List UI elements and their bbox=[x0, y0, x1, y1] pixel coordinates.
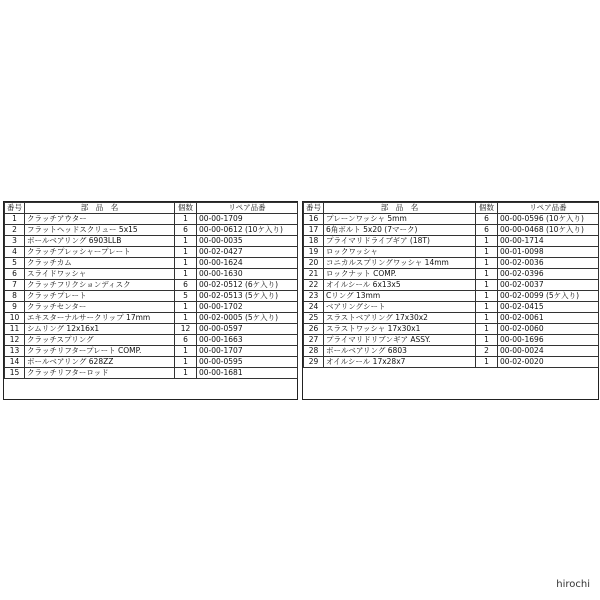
repair-part-number: 00-00-0612 (10ケ入り) bbox=[197, 225, 298, 236]
table-row bbox=[304, 313, 599, 324]
part-name: コニカルスプリングワッシャ 14mm bbox=[324, 258, 476, 269]
row-number: 3 bbox=[5, 236, 25, 247]
part-name: 6角ボルト 5x20 (7マーク) bbox=[324, 225, 476, 236]
row-number: 28 bbox=[304, 346, 324, 357]
table-row bbox=[5, 324, 298, 335]
row-number: 20 bbox=[304, 258, 324, 269]
part-name: ロックナット COMP. bbox=[324, 269, 476, 280]
left-table-body bbox=[5, 214, 298, 379]
header-repair-part-number: リペア品番 bbox=[197, 203, 298, 214]
row-number: 10 bbox=[5, 313, 25, 324]
part-name: フラットヘッドスクリュー 5x15 bbox=[25, 225, 175, 236]
quantity: 1 bbox=[476, 335, 498, 346]
table-row bbox=[5, 258, 298, 269]
table-row bbox=[304, 258, 599, 269]
part-name: スラストベアリング 17x30x2 bbox=[324, 313, 476, 324]
header-quantity: 個数 bbox=[175, 203, 197, 214]
table-row bbox=[5, 236, 298, 247]
repair-part-number: 00-02-0005 (5ケ入り) bbox=[197, 313, 298, 324]
row-number: 26 bbox=[304, 324, 324, 335]
part-name: プライマリドライブギア (18T) bbox=[324, 236, 476, 247]
table-row bbox=[5, 346, 298, 357]
quantity: 6 bbox=[175, 225, 197, 236]
row-number: 2 bbox=[5, 225, 25, 236]
repair-part-number: 00-00-1663 bbox=[197, 335, 298, 346]
quantity: 1 bbox=[175, 368, 197, 379]
row-number: 4 bbox=[5, 247, 25, 258]
table-row bbox=[304, 269, 599, 280]
row-number: 15 bbox=[5, 368, 25, 379]
header-quantity: 個数 bbox=[476, 203, 498, 214]
row-number: 23 bbox=[304, 291, 324, 302]
part-name: クラッチプレッシャープレート bbox=[25, 247, 175, 258]
table-row bbox=[304, 236, 599, 247]
quantity: 1 bbox=[476, 236, 498, 247]
row-number: 11 bbox=[5, 324, 25, 335]
part-name: ボールベアリング 6803 bbox=[324, 346, 476, 357]
row-number: 14 bbox=[5, 357, 25, 368]
part-name: クラッチプレート bbox=[25, 291, 175, 302]
quantity: 1 bbox=[175, 313, 197, 324]
quantity: 1 bbox=[175, 269, 197, 280]
part-name: オイルシール 6x13x5 bbox=[324, 280, 476, 291]
quantity: 1 bbox=[175, 247, 197, 258]
table-row bbox=[5, 313, 298, 324]
repair-part-number: 00-02-0512 (6ケ入り) bbox=[197, 280, 298, 291]
repair-part-number: 00-02-0099 (5ケ入り) bbox=[498, 291, 599, 302]
header-no: 番号 bbox=[5, 203, 25, 214]
part-name: クラッチスプリング bbox=[25, 335, 175, 346]
table-row bbox=[5, 225, 298, 236]
part-name: オイルシール 17x28x7 bbox=[324, 357, 476, 368]
part-name: クラッチリフターロッド bbox=[25, 368, 175, 379]
row-number: 8 bbox=[5, 291, 25, 302]
quantity: 6 bbox=[476, 214, 498, 225]
table-row bbox=[304, 346, 599, 357]
row-number: 6 bbox=[5, 269, 25, 280]
part-name: ボールベアリング 628ZZ bbox=[25, 357, 175, 368]
row-number: 7 bbox=[5, 280, 25, 291]
table-row bbox=[304, 247, 599, 258]
right-table-header-row bbox=[304, 203, 599, 214]
quantity: 1 bbox=[476, 324, 498, 335]
repair-part-number: 00-00-0035 bbox=[197, 236, 298, 247]
quantity: 1 bbox=[476, 247, 498, 258]
table-row bbox=[5, 335, 298, 346]
quantity: 5 bbox=[175, 291, 197, 302]
row-number: 16 bbox=[304, 214, 324, 225]
table-row bbox=[5, 214, 298, 225]
quantity: 6 bbox=[175, 335, 197, 346]
right-table-body bbox=[304, 214, 599, 368]
part-name: プライマリドリブンギア ASSY. bbox=[324, 335, 476, 346]
left-parts-table-frame bbox=[3, 201, 298, 400]
repair-part-number: 00-00-1696 bbox=[498, 335, 599, 346]
row-number: 18 bbox=[304, 236, 324, 247]
repair-part-number: 00-00-1714 bbox=[498, 236, 599, 247]
row-number: 13 bbox=[5, 346, 25, 357]
quantity: 1 bbox=[476, 280, 498, 291]
header-repair-part-number: リペア品番 bbox=[498, 203, 599, 214]
watermark-text: hirochi bbox=[556, 579, 590, 590]
part-name: スライドワッシャ bbox=[25, 269, 175, 280]
table-row bbox=[304, 302, 599, 313]
repair-part-number: 00-00-0596 (10ケ入り) bbox=[498, 214, 599, 225]
row-number: 5 bbox=[5, 258, 25, 269]
table-row bbox=[5, 302, 298, 313]
part-name: クラッチセンター bbox=[25, 302, 175, 313]
table-row bbox=[304, 291, 599, 302]
row-number: 17 bbox=[304, 225, 324, 236]
row-number: 1 bbox=[5, 214, 25, 225]
repair-part-number: 00-00-1681 bbox=[197, 368, 298, 379]
table-row bbox=[5, 357, 298, 368]
row-number: 24 bbox=[304, 302, 324, 313]
quantity: 1 bbox=[175, 357, 197, 368]
repair-part-number: 00-00-1630 bbox=[197, 269, 298, 280]
table-row bbox=[5, 368, 298, 379]
table-row bbox=[5, 269, 298, 280]
part-name: シムリング 12x16x1 bbox=[25, 324, 175, 335]
row-number: 25 bbox=[304, 313, 324, 324]
part-name: ロックワッシャ bbox=[324, 247, 476, 258]
repair-part-number: 00-02-0396 bbox=[498, 269, 599, 280]
repair-part-number: 00-00-0595 bbox=[197, 357, 298, 368]
row-number: 29 bbox=[304, 357, 324, 368]
table-row bbox=[5, 291, 298, 302]
quantity: 1 bbox=[476, 313, 498, 324]
repair-part-number: 00-02-0060 bbox=[498, 324, 599, 335]
quantity: 6 bbox=[476, 225, 498, 236]
row-number: 21 bbox=[304, 269, 324, 280]
row-number: 22 bbox=[304, 280, 324, 291]
table-row bbox=[304, 357, 599, 368]
part-name: Cリング 13mm bbox=[324, 291, 476, 302]
part-name: クラッチリフタープレート COMP. bbox=[25, 346, 175, 357]
row-number: 19 bbox=[304, 247, 324, 258]
quantity: 1 bbox=[175, 302, 197, 313]
repair-part-number: 00-02-0427 bbox=[197, 247, 298, 258]
left-parts-table bbox=[4, 202, 298, 379]
quantity: 1 bbox=[476, 269, 498, 280]
part-name: クラッチアウター bbox=[25, 214, 175, 225]
repair-part-number: 00-00-0468 (10ケ入り) bbox=[498, 225, 599, 236]
table-row bbox=[304, 324, 599, 335]
row-number: 9 bbox=[5, 302, 25, 313]
part-name: ベアリングシート bbox=[324, 302, 476, 313]
header-part-name: 部 品 名 bbox=[324, 203, 476, 214]
repair-part-number: 00-00-0597 bbox=[197, 324, 298, 335]
left-table-header-row bbox=[5, 203, 298, 214]
table-row bbox=[304, 335, 599, 346]
quantity: 1 bbox=[476, 258, 498, 269]
repair-part-number: 00-01-0098 bbox=[498, 247, 599, 258]
right-parts-table bbox=[303, 202, 599, 368]
part-name: ボールベアリング 6903LLB bbox=[25, 236, 175, 247]
quantity: 1 bbox=[175, 258, 197, 269]
part-name: プレーンワッシャ 5mm bbox=[324, 214, 476, 225]
part-name: エキスターナルサークリップ 17mm bbox=[25, 313, 175, 324]
table-row bbox=[5, 247, 298, 258]
row-number: 12 bbox=[5, 335, 25, 346]
repair-part-number: 00-00-1624 bbox=[197, 258, 298, 269]
row-number: 27 bbox=[304, 335, 324, 346]
quantity: 1 bbox=[476, 357, 498, 368]
repair-part-number: 00-02-0036 bbox=[498, 258, 599, 269]
quantity: 2 bbox=[476, 346, 498, 357]
repair-part-number: 00-00-0024 bbox=[498, 346, 599, 357]
quantity: 1 bbox=[476, 291, 498, 302]
table-row bbox=[304, 225, 599, 236]
header-no: 番号 bbox=[304, 203, 324, 214]
quantity: 1 bbox=[175, 346, 197, 357]
repair-part-number: 00-02-0020 bbox=[498, 357, 599, 368]
quantity: 1 bbox=[476, 302, 498, 313]
part-name: クラッチフリクションディスク bbox=[25, 280, 175, 291]
repair-part-number: 00-00-1707 bbox=[197, 346, 298, 357]
part-name: スラストワッシャ 17x30x1 bbox=[324, 324, 476, 335]
repair-part-number: 00-00-1702 bbox=[197, 302, 298, 313]
quantity: 1 bbox=[175, 214, 197, 225]
repair-part-number: 00-02-0415 bbox=[498, 302, 599, 313]
repair-part-number: 00-02-0037 bbox=[498, 280, 599, 291]
table-row bbox=[5, 280, 298, 291]
right-parts-table-frame bbox=[302, 201, 599, 400]
repair-part-number: 00-02-0061 bbox=[498, 313, 599, 324]
quantity: 1 bbox=[175, 236, 197, 247]
quantity: 6 bbox=[175, 280, 197, 291]
quantity: 12 bbox=[175, 324, 197, 335]
repair-part-number: 00-02-0513 (5ケ入り) bbox=[197, 291, 298, 302]
repair-part-number: 00-00-1709 bbox=[197, 214, 298, 225]
header-part-name: 部 品 名 bbox=[25, 203, 175, 214]
table-row bbox=[304, 214, 599, 225]
part-name: クラッチカム bbox=[25, 258, 175, 269]
table-row bbox=[304, 280, 599, 291]
